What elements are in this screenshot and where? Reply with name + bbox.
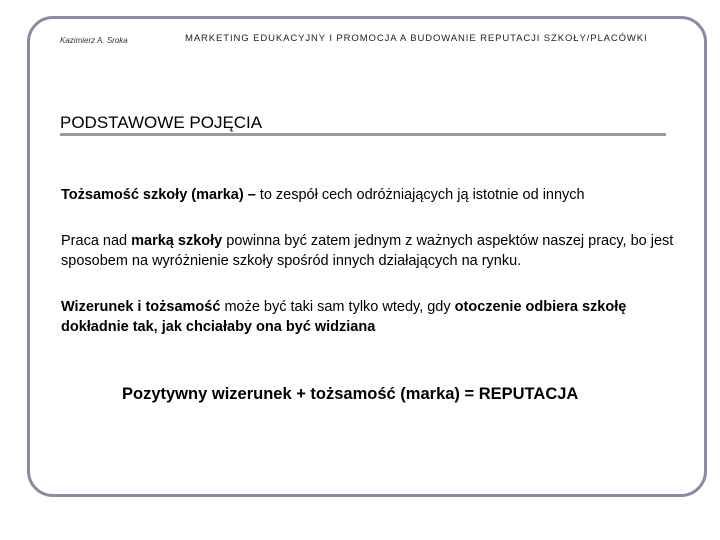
definition-text: to zespół cech odróżniających ją istotnie od innych [255,187,585,203]
brand-term: marką szkoły [131,233,223,249]
header-title: MARKETING EDUKACYJNY I PROMOCJA A BUDOWANIE REPUTACJI SZKOŁY/PLACÓWKI [185,33,648,44]
image-paragraph [61,297,681,337]
image-term: Wizerunek i tożsamość [61,299,221,315]
reputation-formula: Pozytywny wizerunek + tożsamość (marka) = REPUTACJA [122,385,579,403]
brand-text-1: Praca nad [61,233,132,249]
brand-text-2: powinna być zatem jednym z ważnych aspektów naszej pracy, bo jest sposobem na wyróżnienie szkoły spośród innych działających na rynku. [61,233,674,269]
definition-term: Tożsamość szkoły (marka) – [61,187,256,203]
author-name: Kazimierz A. Sroka [60,36,128,45]
definition-paragraph [61,185,681,205]
section-title: PODSTAWOWE POJĘCIA [60,113,263,132]
image-emphasis: otoczenie odbiera szkołę dokładnie tak, jak chciałaby ona być widziana [61,299,627,335]
title-divider [60,133,666,136]
image-text: może być taki sam tylko wtedy, gdy [220,299,455,315]
brand-paragraph [61,231,681,271]
